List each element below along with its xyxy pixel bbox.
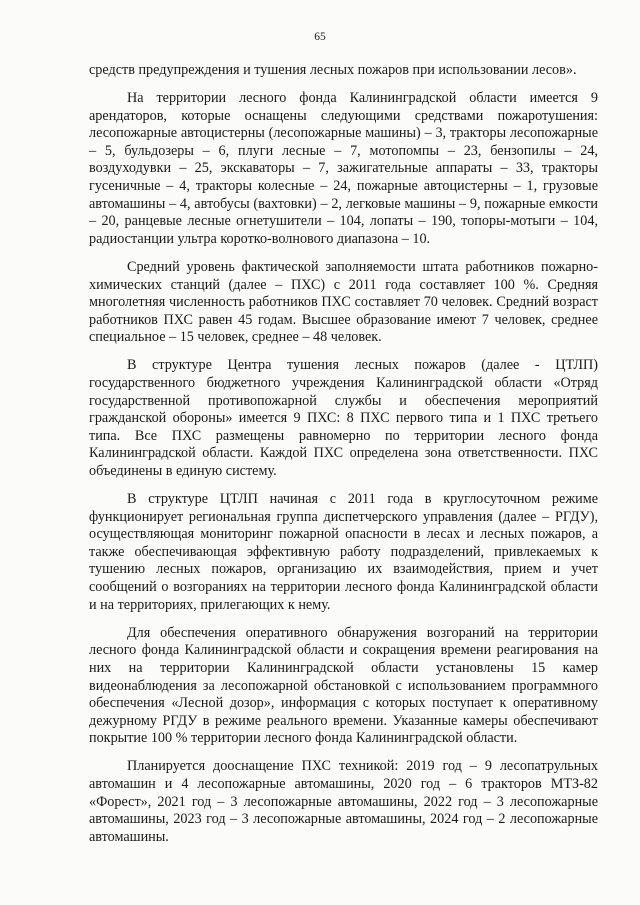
document-body — [89, 62, 598, 846]
paragraph-dispatch-group: В структуре ЦТЛП начиная с 2011 года в круглосуточном режиме функционирует региональная группа диспетчерского управления (далее – РГДУ), осуществляющая мониторинг пожарной опасности в лесах и лесных пожаров, а также обеспечивающая эффективную работу подразделений, привлекаемых к тушению лесных пожаров, организацию их взаимодействия, прием и учет сообщений о возгораниях на территории лесного фонда Калининградской области и на территориях, прилегающих к нему. — [89, 491, 598, 613]
paragraph-video-monitoring: Для обеспечения оперативного обнаружения возгораний на территории лесного фонда Калининградской области и сокращения времени реагирования на них на территории Калининградской области установлены 15 камер видеонаблюдения за лесопожарной обстановкой с использованием программного обеспечения «Лесной дозор», информация с которых поступает к оперативному дежурному РГДУ в режиме реального времени. Указанные камеры обеспечивают покрытие 100 % территории лесного фонда Калининградской области. — [89, 624, 598, 747]
paragraph-lessees-equipment: На территории лесного фонда Калининградской области имеется 9 арендаторов, которые оснащены следующими средствами пожаротушения: лесопожарные автоцистерны (лесопожарные машины) – 3, тракторы лесопожарные – 5, бульдозеры – 6, плуги лесные – 7, мотопомпы – 23, бензопилы – 24, воздуходувки – 25, экскаваторы – 7, зажигательные аппараты – 33, тракторы гусеничные – 4, тракторы колесные – 24, пожарные автоцистерны – 1, грузовые автомашины – 4, автобусы (вахтовки) – 2, легковые машины – 9, пожарные емкости – 20, ранцевые лесные огнетушители – 104, лопаты – 190, топоры-мотыги – 104, радиостанции ультра коротко-волнового диапазона – 10. — [89, 90, 598, 247]
paragraph-continuation: средств предупреждения и тушения лесных пожаров при использовании лесов». — [89, 62, 577, 78]
page-number: 65 — [314, 31, 326, 43]
paragraph-staffing-level: Средний уровень фактической заполняемости штата работников пожарно-химических станций (далее – ПХС) с 2011 года составляет 100 %. Средняя многолетняя численность работников ПХС составляет 70 человек. Средний возраст работников ПХС равен 45 годам. Высшее образование имеют 7 человек, среднее специальное – 15 человек, среднее – 48 человек. — [89, 258, 598, 346]
paragraph-ctlp-structure: В структуре Центра тушения лесных пожаров (далее - ЦТЛП) государственного бюджетного учреждения Калининградской области «Отряд государственной противопожарной службы и обеспечения мероприятий гражданской обороны» имеется 9 ПХС: 8 ПХС первого типа и 1 ПХС третьего типа. Все ПХС размещены равномерно по территории лесного фонда Калининградской области. Каждой ПХС определена зона ответственности. ПХС объединены в единую систему. — [89, 357, 598, 479]
paragraph-equipment-plan: Планируется дооснащение ПХС техникой: 2019 год – 9 лесопатрульных автомашин и 4 лесопожарные автомашины, 2020 год – 6 тракторов МТЗ-82 «Форест», 2021 год – 3 лесопожарные автомашины, 2022 год – 3 лесопожарные автомашины, 2023 год – 3 лесопожарные автомашины, 2024 год – 2 лесопожарные автомашины. — [89, 758, 598, 845]
